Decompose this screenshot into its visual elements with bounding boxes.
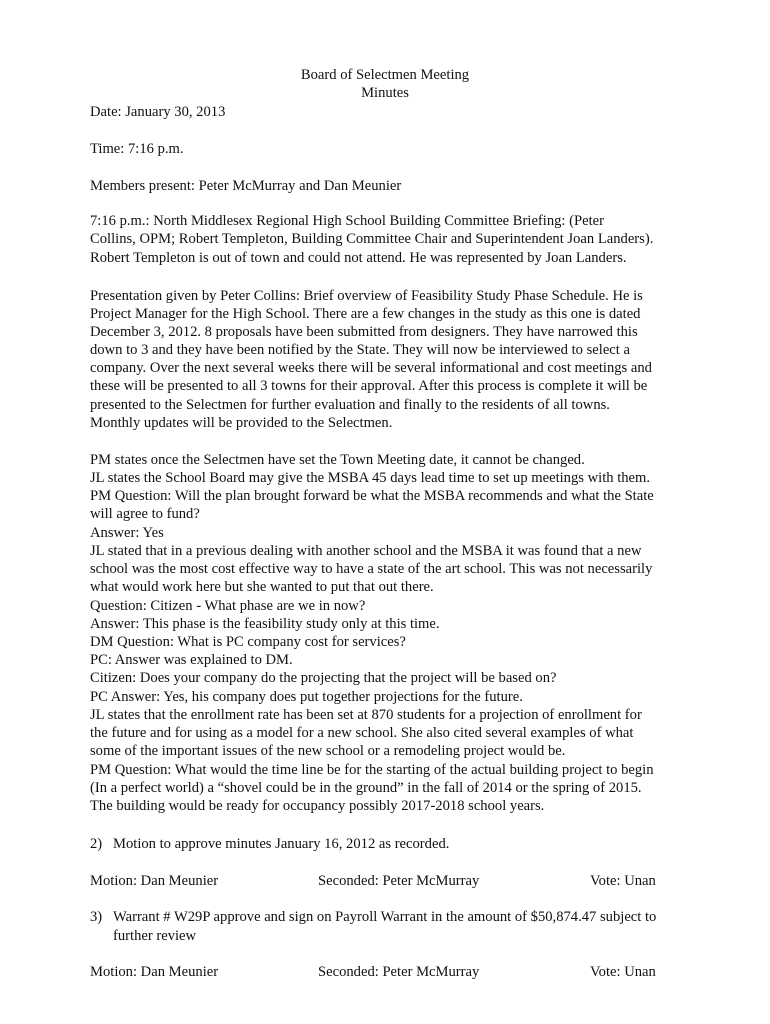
discussion-line: what would work here but she wanted to put that out there. [90,579,434,595]
paragraph-line: Monthly updates will be provided to the Selectmen. [90,415,393,431]
discussion-line: Answer: This phase is the feasibility study only at this time. [90,616,440,632]
meeting-date: Date: January 30, 2013 [90,104,226,120]
paragraph-line: company. Over the next several weeks there will be several informational and cost meetings and [90,360,652,376]
discussion-line: PC Answer: Yes, his company does put together projections for the future. [90,689,523,705]
seconded-by: Seconded: Peter McMurray [318,964,480,980]
seconded-by: Seconded: Peter McMurray [318,873,480,889]
discussion-line: JL states that the enrollment rate has been set at 870 students for a projection of enrollment for [90,707,642,723]
paragraph-line: Presentation given by Peter Collins: Brief overview of Feasibility Study Phase Schedule. He is [90,288,643,304]
discussion-line: will agree to fund? [90,506,200,522]
item-number: 2) [90,836,103,852]
discussion-line: PM Question: Will the plan brought forward be what the MSBA recommends and what the State [90,488,654,504]
paragraph-line: these will be presented to all 3 towns for their approval. After this process is complete it will be [90,378,648,394]
discussion-line: Question: Citizen - What phase are we in now? [90,598,366,614]
item-text: Warrant # W29P approve and sign on Payroll Warrant in the amount of $50,874.47 subject to [113,909,657,925]
members-present: Members present: Peter McMurray and Dan Meunier [90,178,402,194]
paragraph-line: Robert Templeton is out of town and could not attend. He was represented by Joan Landers. [90,250,627,266]
paragraph-line: Collins, OPM; Robert Templeton, Building Committee Chair and Superintendent Joan Landers). [90,231,654,247]
discussion-line: Citizen: Does your company do the projecting that the project will be based on? [90,670,557,686]
paragraph-line: 7:16 p.m.: North Middlesex Regional High School Building Committee Briefing: (Peter [90,213,604,229]
discussion-line: Answer: Yes [90,525,164,541]
discussion-line: The building would be ready for occupancy possibly 2017-2018 school years. [90,798,545,814]
discussion-line: PC: Answer was explained to DM. [90,652,293,668]
item-text: Motion to approve minutes January 16, 2012 as recorded. [113,836,450,852]
paragraph-line: presented to the Selectmen for further evaluation and finally to the residents of all towns. [90,397,610,413]
discussion-line: school was the most cost effective way to have a state of the art school. This was not necessarily [90,561,653,577]
vote-result: Vote: Unan [590,873,656,889]
document-subtitle: Minutes [361,85,409,101]
discussion-line: PM states once the Selectmen have set the Town Meeting date, it cannot be changed. [90,452,585,468]
paragraph-line: Project Manager for the High School. There are a few changes in the study as this one is dated [90,306,641,322]
item-text: further review [113,928,197,944]
discussion-line: the future and for using as a model for a new school. She also cited several examples of what [90,725,634,741]
discussion-line: some of the important issues of the new school or a remodeling project would be. [90,743,566,759]
item-number: 3) [90,909,103,925]
document-title: Board of Selectmen Meeting [300,67,470,83]
motion-by: Motion: Dan Meunier [90,964,219,980]
vote-result: Vote: Unan [590,964,656,980]
discussion-line: (In a perfect world) a “shovel could be in the ground” in the fall of 2014 or the spring of 2015. [90,780,642,796]
discussion-line: DM Question: What is PC company cost for services? [90,634,406,650]
paragraph-line: December 3, 2012. 8 proposals have been submitted from designers. They have narrowed this [90,324,638,340]
paragraph-line: down to 3 and they have been notified by the State. They will now be interviewed to select a [90,342,630,358]
discussion-line: JL states the School Board may give the MSBA 45 days lead time to set up meetings with them. [90,470,651,486]
motion-by: Motion: Dan Meunier [90,873,219,889]
meeting-time: Time: 7:16 p.m. [90,141,184,157]
discussion-line: JL stated that in a previous dealing with another school and the MSBA it was found that a new [90,543,642,559]
discussion-line: PM Question: What would the time line be for the starting of the actual building project to begin [90,762,654,778]
